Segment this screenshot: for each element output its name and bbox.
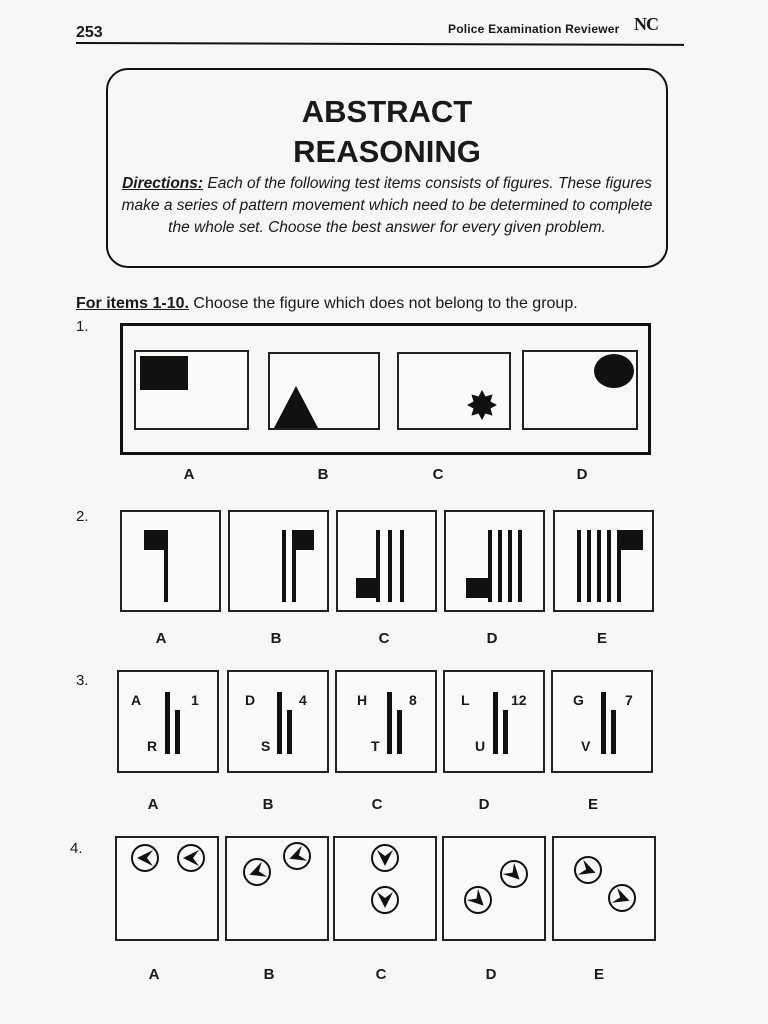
pole-line <box>577 530 581 602</box>
circled-arrow-icon <box>177 844 205 872</box>
items-instruction <box>76 295 578 313</box>
tall-bar <box>165 692 170 754</box>
option-label: D <box>478 796 490 813</box>
title-box <box>106 68 668 268</box>
question-number: 2. <box>76 508 89 525</box>
letter-top-left: A <box>131 692 142 708</box>
letter-bottom: U <box>475 738 486 754</box>
black-star-icon <box>467 390 497 420</box>
q1-figure-c <box>397 352 511 430</box>
q4-figure-a <box>115 836 219 941</box>
tall-bar <box>601 692 606 754</box>
circled-arrow-icon <box>608 884 636 912</box>
pole-line <box>388 530 392 602</box>
circled-arrow-icon <box>371 844 399 872</box>
letter-bottom: T <box>371 738 380 754</box>
option-label: B <box>270 630 282 647</box>
q1-figure-d <box>522 350 638 430</box>
option-label: C <box>432 466 444 483</box>
q3-figure-e <box>551 670 653 773</box>
directions-label: Directions: <box>122 175 204 192</box>
pole-line <box>400 530 404 602</box>
q2-figure-c <box>336 510 437 612</box>
option-label: C <box>375 966 387 983</box>
instruction-lead: For items 1-10. <box>76 295 189 312</box>
number-top-right: 1 <box>191 692 199 708</box>
q2-figure-a <box>120 510 221 612</box>
option-label: C <box>378 630 390 647</box>
title-line-2: REASONING <box>293 134 481 169</box>
option-label: A <box>147 796 159 813</box>
flag-icon <box>621 530 643 550</box>
q1-figure-a <box>134 350 249 430</box>
pole-line <box>164 530 168 602</box>
option-label: E <box>596 630 607 647</box>
tall-bar <box>387 692 392 754</box>
header-divider <box>76 42 684 46</box>
q3-figure-a <box>117 670 219 773</box>
flag-icon <box>292 530 314 550</box>
section-title <box>108 92 666 172</box>
instruction-text: Choose the figure which does not belong to the group. <box>193 295 578 312</box>
black-circle-icon <box>594 354 634 388</box>
flag-icon <box>144 530 166 550</box>
circled-arrow-icon <box>243 858 271 886</box>
number-top-right: 4 <box>299 692 307 708</box>
option-label: B <box>263 966 275 983</box>
short-bar <box>287 710 292 754</box>
q2-figure-d <box>444 510 545 612</box>
directions-text: Each of the following test items consists of figures. These figures make a series of pattern movement which need to be determined to complete the whole set. Choose the best answer for every given problem. <box>121 175 653 236</box>
tall-bar <box>493 692 498 754</box>
circled-arrow-icon <box>131 844 159 872</box>
flag-icon <box>466 578 490 598</box>
short-bar <box>175 710 180 754</box>
pole-line <box>282 530 286 602</box>
letter-top-left: L <box>461 692 470 708</box>
option-label: B <box>262 796 274 813</box>
q1-figure-b <box>268 352 380 430</box>
q2-figure-b <box>228 510 329 612</box>
letter-top-left: H <box>357 692 368 708</box>
circled-arrow-icon <box>464 886 492 914</box>
circled-arrow-icon <box>283 842 311 870</box>
question-number: 1. <box>76 318 89 335</box>
option-label: A <box>148 966 160 983</box>
number-top-right: 7 <box>625 692 633 708</box>
circled-arrow-icon <box>371 886 399 914</box>
pole-line <box>597 530 601 602</box>
q4-figure-c <box>333 836 437 941</box>
number-top-right: 12 <box>511 692 527 708</box>
short-bar <box>503 710 508 754</box>
pole-line <box>498 530 502 602</box>
option-label: A <box>183 466 195 483</box>
letter-bottom: S <box>261 738 271 754</box>
page-number: 253 <box>76 24 103 41</box>
q3-figure-c <box>335 670 437 773</box>
letter-bottom: R <box>147 738 158 754</box>
option-label: A <box>155 630 167 647</box>
q2-figure-e <box>553 510 654 612</box>
option-label: D <box>486 630 498 647</box>
book-title: Police Examination Reviewer <box>448 22 620 36</box>
question-number: 4. <box>70 840 83 857</box>
circled-arrow-icon <box>574 856 602 884</box>
black-triangle-icon <box>274 386 318 428</box>
q3-figure-d <box>443 670 545 773</box>
flag-icon <box>356 578 378 598</box>
title-line-1: ABSTRACT <box>301 94 473 129</box>
short-bar <box>397 710 402 754</box>
publisher-logo: NC <box>634 14 658 34</box>
pole-line <box>518 530 522 602</box>
pole-line <box>587 530 591 602</box>
q4-figure-e <box>552 836 656 941</box>
letter-top-left: D <box>245 692 256 708</box>
option-label: C <box>371 796 383 813</box>
number-top-right: 8 <box>409 692 417 708</box>
q4-figure-b <box>225 836 329 941</box>
pole-line <box>607 530 611 602</box>
option-label: E <box>593 966 604 983</box>
circled-arrow-icon <box>500 860 528 888</box>
pole-line <box>508 530 512 602</box>
short-bar <box>611 710 616 754</box>
option-label: D <box>485 966 497 983</box>
option-label: D <box>576 466 588 483</box>
black-rectangle-icon <box>140 356 188 390</box>
q3-figure-b <box>227 670 329 773</box>
question-number: 3. <box>76 672 89 689</box>
tall-bar <box>277 692 282 754</box>
option-label: E <box>587 796 598 813</box>
directions <box>120 173 654 239</box>
letter-top-left: G <box>573 692 584 708</box>
letter-bottom: V <box>581 738 591 754</box>
q4-figure-d <box>442 836 546 941</box>
option-label: B <box>317 466 329 483</box>
